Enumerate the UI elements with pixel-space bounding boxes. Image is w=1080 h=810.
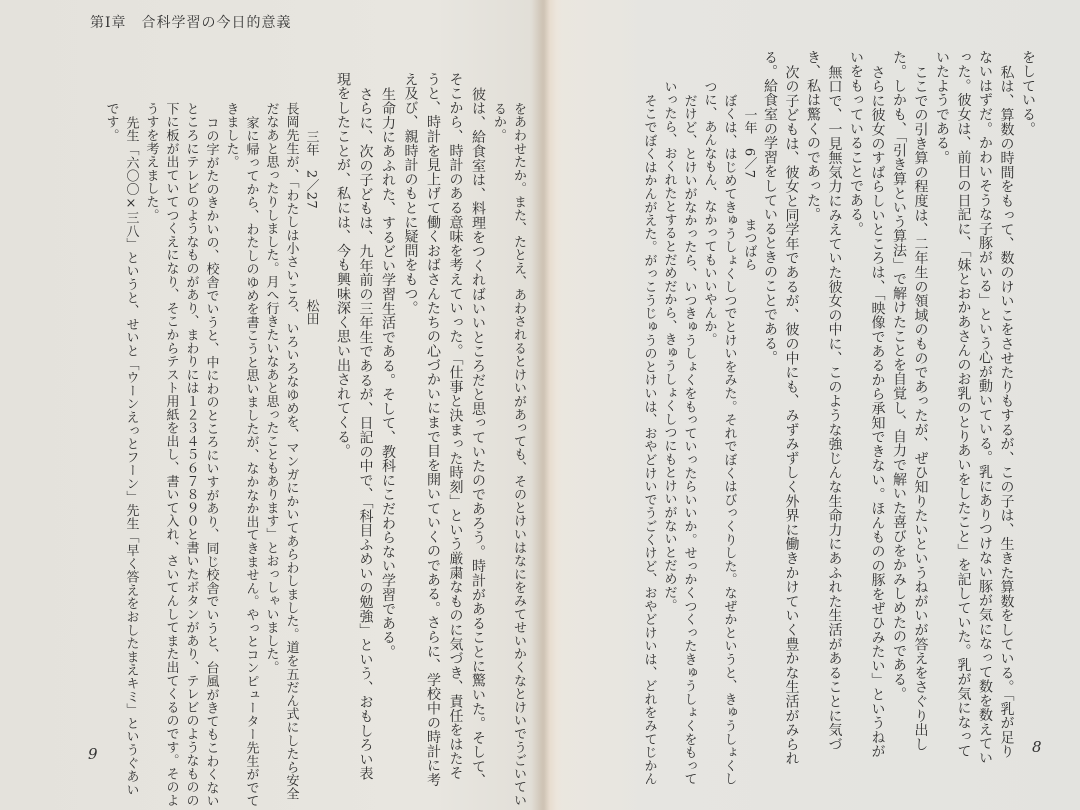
diary-line: だけど、とけいがなかったら、いつきゅうしょくをもっていったらいいか。せっかくつくったきゅうしょくをもって — [681, 94, 697, 786]
diary-line: 家に帰ってから、わたしのゆめを書こうと思いましたが、なかなか出てきません。やっとコンピューター先生がでて — [243, 116, 259, 808]
text-line: いたようである。 — [934, 50, 950, 165]
diary-line: いったら、おくれたとするとだめだから、きゅうしょくしつにもとけいがないとだめだ。 — [661, 80, 677, 612]
diary-line: ところにテレビのようなものがあり、まわりには１２３４５６７８９０と書いたボタンがあり、テレビのようなものの — [183, 102, 199, 807]
diary-line: 下に板が出ていてつくえになり、そこからテスト用紙を出し、書いて入れ、さいてんしてまた出てくるのです。そのよ — [163, 102, 179, 807]
text-line: さらに彼女のすばらしいところは、「映像であるから承知できない。ほんものの豚をぜひみたい」というねが — [869, 65, 886, 759]
page-number-left: 9 — [88, 745, 98, 763]
text-line: いをもっていることである。 — [848, 50, 864, 236]
diary-author: 松田 — [303, 298, 319, 326]
diary-line: ぼくは、はじめてきゅうしょくしつでとけいをみた。それでぼくはびっくりした。なぜかというと、きゅうしょくし — [721, 94, 737, 786]
text-line: 現をしたことが、私には、今も興味深く思い出されてくる。 — [335, 72, 351, 459]
text-line: った。彼女は、前日の日記に、「妹とおかあさんのお乳のとりあいをしたこと」を記していた。乳が気になって — [955, 50, 972, 758]
diary-heading — [739, 50, 759, 740]
text-line: た。しかも、「引き算という算法」で解けたことを自覚し、自力で解いた喜びをかみしめたのである。 — [891, 50, 907, 701]
text-line: さらに、次の子どもは、九年前の三年生であるが、日記の中で、「科目ふめいの勉強」という、おもしろい表 — [357, 87, 374, 781]
text-line: ここでの引き算の程度は、二年生の領域のものであったが、ぜひ知りたいというねがいが答えをさぐり出し — [912, 65, 929, 752]
running-head: 第Ⅰ章 合科学習の今日的意義 — [90, 15, 292, 31]
diary-line: 先生「六〇〇×三八」というと、せいと「ウーンえっとフーン」先生「早く答えをおしたまえキミ」というぐあい — [123, 116, 139, 797]
diary-heading — [301, 72, 321, 742]
text-line: 次の子どもは、彼女と同学年であるが、彼の中にも、みずみずしく外界に働きかけていく豊かな生活がみられ — [783, 65, 800, 766]
text-line: 生命力にあふれた、するどい学習生活である。そして、教科にこだわらない学習である。 — [380, 87, 396, 659]
diary-grade-date: 三年 2／27 — [303, 130, 319, 209]
page-number-right: 8 — [1032, 738, 1042, 756]
text-line: そこから、時計のある意味を考えていった。「仕事と決まった時刻」という厳粛なものに気づき、責任をはたそ — [447, 72, 464, 780]
diary-line: つに、あんなもん、なかってもいいやんか。 — [701, 80, 717, 346]
diary-grade-date: 一年 6／7 — [741, 108, 757, 179]
diary-line: るか。 — [491, 102, 506, 142]
diary-line: そこでぼくはかんがえた。がっこうじゅうのとけいは、おやどけいでうごくけど、おやどけいは、どれをみてじかん — [641, 94, 657, 786]
diary-line: 長岡先生が、「わたしは小さいころ、いろいろなゆめを、マンガにかいてあらわしました。道を五だん式にしたら安全 — [283, 102, 299, 801]
text-line: うと、時計を見上げて働くおばさんたちの心づかいにまで目を開いていくのである。さらに、学校中の時計に考 — [425, 72, 441, 787]
text-line: 無口で、一見無気力にみえていた彼女の中に、このような強じんな生命力にあふれた生活があることに気づ — [826, 65, 843, 752]
diary-line: コの字がたのきかいの、校舎でいうと、中にわのところにいすがあり、同じ校舎でいうと、台風がきてもこわくない — [203, 116, 219, 808]
text-line: 彼は、給食室は、料理をつくればいいところだと思っていたのであろう。時計があることに驚いた。そして、 — [470, 87, 486, 788]
text-line: る。給食室の学習をしているときのことである。 — [762, 50, 778, 365]
text-line: をしている。 — [1020, 50, 1036, 136]
text-line: ないはずだ。かわいそうな子豚がいる」という心が動いている。乳にありつけない豚が気になって数を数えてい — [977, 50, 993, 765]
diary-line: うすを考えました。 — [143, 102, 159, 222]
right-page-text — [639, 50, 1039, 786]
text-line: き、私は驚くのであった。 — [805, 50, 821, 222]
diary-line: きました。 — [223, 102, 239, 169]
book-gutter — [532, 0, 562, 810]
spacer — [321, 72, 331, 742]
diary-line: だなあと思ったりしました。月へ行きたいなあと思ったこともあります」とおっしゃいました。 — [263, 102, 279, 674]
left-page-text — [101, 72, 529, 808]
diary-line: をあわせたか。また、たとえ、あわされるとけいがあっても、そのとけいはなにをみてせいかくなとけいでうごいてい — [511, 102, 526, 807]
diary-author: まつばら — [741, 218, 757, 272]
text-line: え及び、親時計のもとに疑問をもつ。 — [402, 72, 419, 316]
text-line: 私は、算数の時間をもって、数のけいこをさせたりもするが、この子は、生きた算数をしている。「乳が足り — [998, 65, 1015, 759]
diary-line: です。 — [103, 102, 119, 142]
